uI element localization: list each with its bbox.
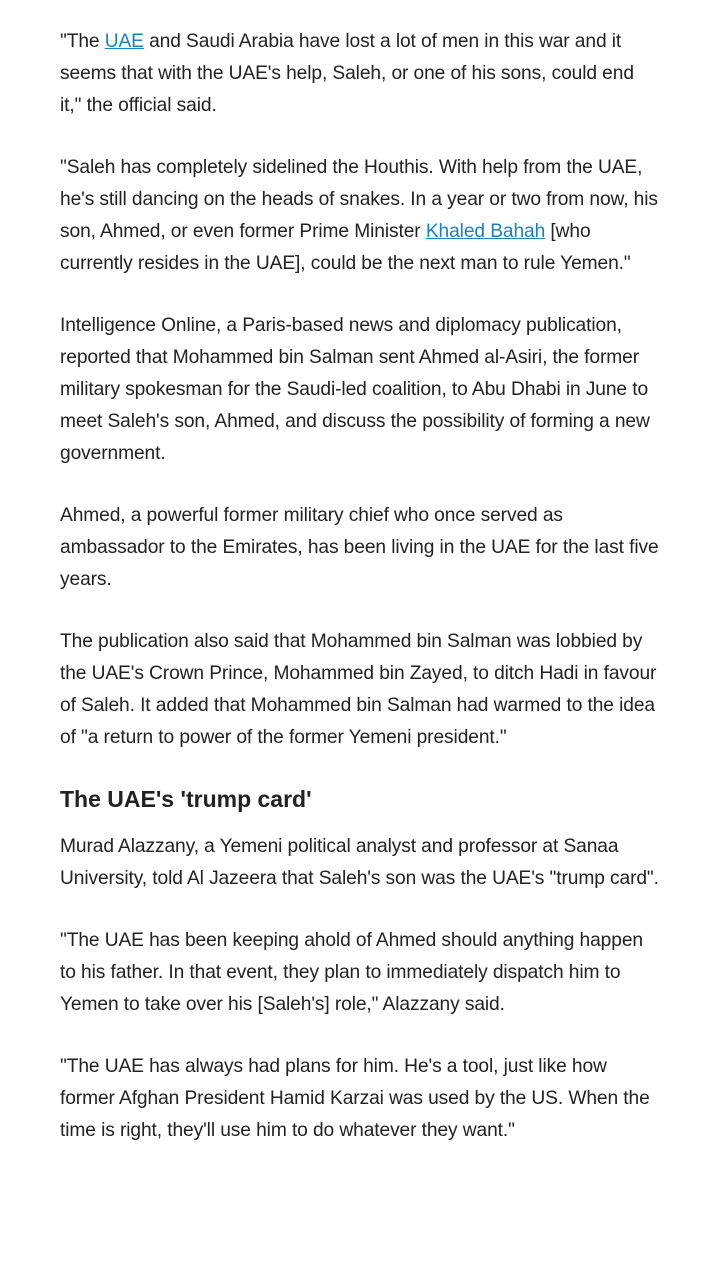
paragraph-ahmed-background: Ahmed, a powerful former military chief who once served as ambassador to the Emirates, has been living in the UAE for the last five years. bbox=[60, 505, 659, 590]
link-uae[interactable]: UAE bbox=[104, 31, 144, 52]
paragraph-text: [who currently resides in the UAE], could be the next man to rule Yemen." bbox=[60, 221, 631, 274]
paragraph-intelligence-online: Intelligence Online, a Paris-based news and diplomacy publication, reported that Mohammed bin Salman sent Ahmed al-Asiri, the former military spokesman for the Saudi-led coalition, to Abu Dhabi in June to meet Saleh's son, Ahmed, and discuss the possibility of forming a new government. bbox=[60, 315, 650, 464]
paragraph-text: and Saudi Arabia have lost a lot of men in this war and it seems that with the UAE's help, Saleh, or one of his sons, could end it," the official said. bbox=[60, 31, 634, 116]
link-khaled-bahah[interactable]: Khaled Bahah bbox=[425, 221, 546, 242]
paragraph-murad-alazzany: Murad Alazzany, a Yemeni political analyst and professor at Sanaa University, told Al Jazeera that Saleh's son was the UAE's "trump card". bbox=[60, 836, 659, 889]
paragraph-plans-for-him: "The UAE has always had plans for him. He's a tool, just like how former Afghan President Hamid Karzai was used by the US. When the time is right, they'll use him to do whatever they want." bbox=[60, 1056, 650, 1141]
section-heading-trump-card: The UAE's 'trump card' bbox=[60, 786, 312, 812]
paragraph-uae-saudi-losses bbox=[60, 26, 660, 122]
paragraph-text: "Saleh has completely sidelined the Houthis. With help from the UAE, he's still dancing on the heads of snakes. In a year or two from now, his son, Ahmed, or even former Prime Minister bbox=[60, 157, 658, 242]
paragraph-saleh-sidelined-houthis bbox=[60, 152, 660, 280]
paragraph-keeping-ahold-of-ahmed: "The UAE has been keeping ahold of Ahmed should anything happen to his father. In that event, they plan to immediately dispatch him to Yemen to take over his [Saleh's] role," Alazzany said. bbox=[60, 930, 643, 1015]
paragraph-text: "The bbox=[60, 31, 105, 52]
paragraph-lobbied-by-crown-prince: The publication also said that Mohammed bin Salman was lobbied by the UAE's Crown Prince, Mohammed bin Zayed, to ditch Hadi in favour of Saleh. It added that Mohammed bin Salman had warmed to the idea of "a return to power of the former Yemeni president." bbox=[60, 631, 657, 748]
